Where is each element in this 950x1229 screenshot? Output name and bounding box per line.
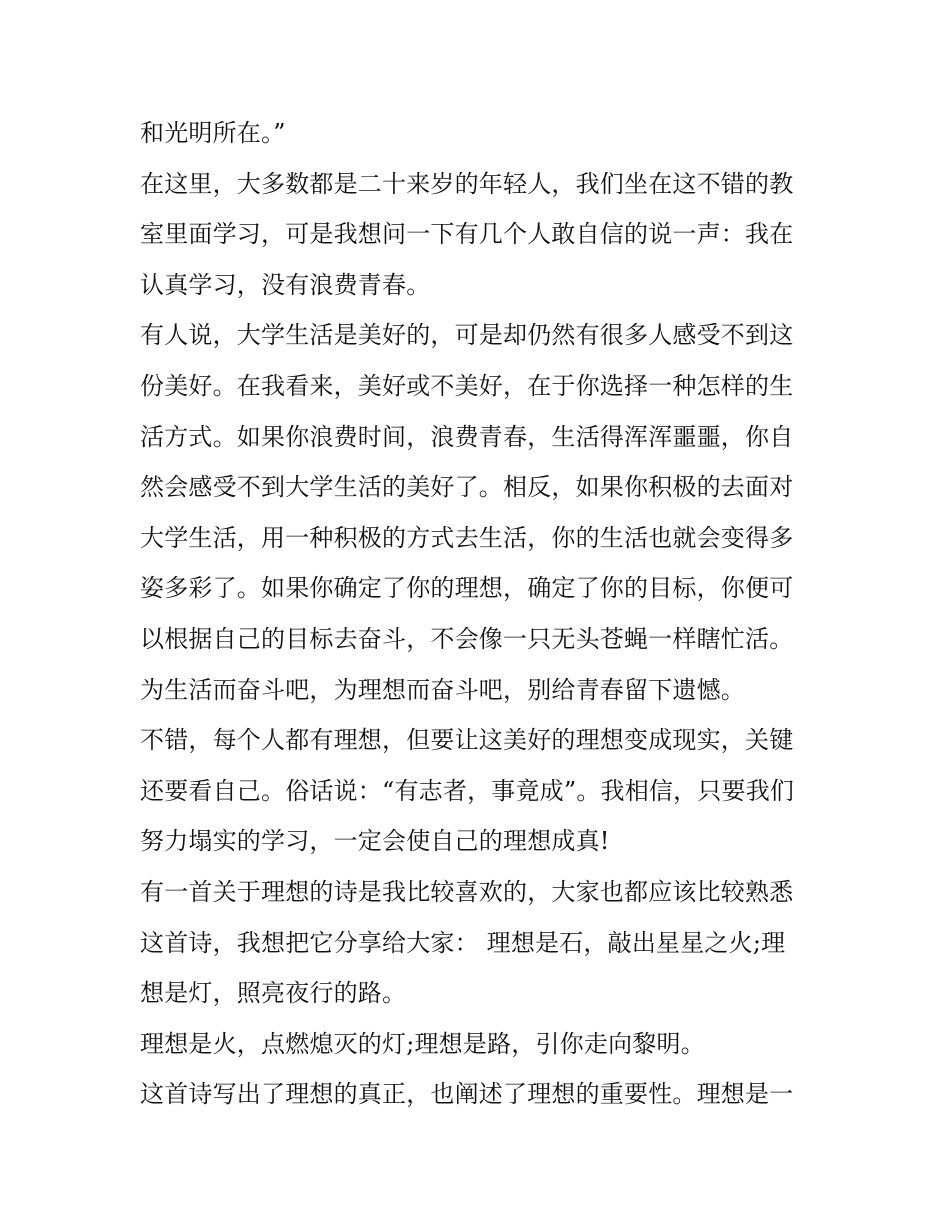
text-line: 份美好。在我看来，美好或不美好，在于你选择一种怎样的生 [140,371,794,400]
document-body [140,108,820,1120]
text-line: 为生活而奋斗吧，为理想而奋斗吧，别给青春留下遗憾。 [140,675,745,704]
text-line: 姿多彩了。如果你确定了你的理想，确定了你的目标，你便可 [140,574,794,603]
text-line: 还要看自己。俗话说：“有志者，事竟成”。我相信，只要我们 [140,776,795,805]
text-line: 大学生活，用一种积极的方式去生活，你的生活也就会变得多 [140,523,794,552]
text-line: 不错，每个人都有理想，但要让这美好的理想变成现实，关键 [140,726,794,755]
text-line: 然会感受不到大学生活的美好了。相反，如果你积极的去面对 [140,473,794,502]
text-line: 有人说，大学生活是美好的，可是却仍然有很多人感受不到这 [140,321,794,350]
text-line: 活方式。如果你浪费时间，浪费青春，生活得浑浑噩噩，你自 [140,422,794,451]
text-line: 理想是火，点燃熄灭的灯;理想是路，引你走向黎明。 [140,1029,705,1058]
text-line: 和光明所在。” [140,119,286,147]
text-line: 想是灯，照亮夜行的路。 [140,979,407,1008]
text-line: 努力塌实的学习，一定会使自己的理想成真! [140,827,610,856]
text-line: 在这里，大多数都是二十来岁的年轻人，我们坐在这不错的教 [140,169,794,198]
text-line: 室里面学习，可是我想问一下有几个人敢自信的说一声：我在 [140,220,794,249]
text-line: 认真学习，没有浪费青春。 [140,270,431,299]
text-line: 这首诗，我想把它分享给大家： 理想是石，敲出星星之火;理 [140,928,786,957]
text-line: 以根据自己的目标去奋斗，不会像一只无头苍蝇一样瞎忙活。 [140,624,794,653]
text-line: 这首诗写出了理想的真正，也阐述了理想的重要性。理想是一 [140,1080,794,1109]
text-line: 有一首关于理想的诗是我比较喜欢的，大家也都应该比较熟悉 [140,877,794,906]
